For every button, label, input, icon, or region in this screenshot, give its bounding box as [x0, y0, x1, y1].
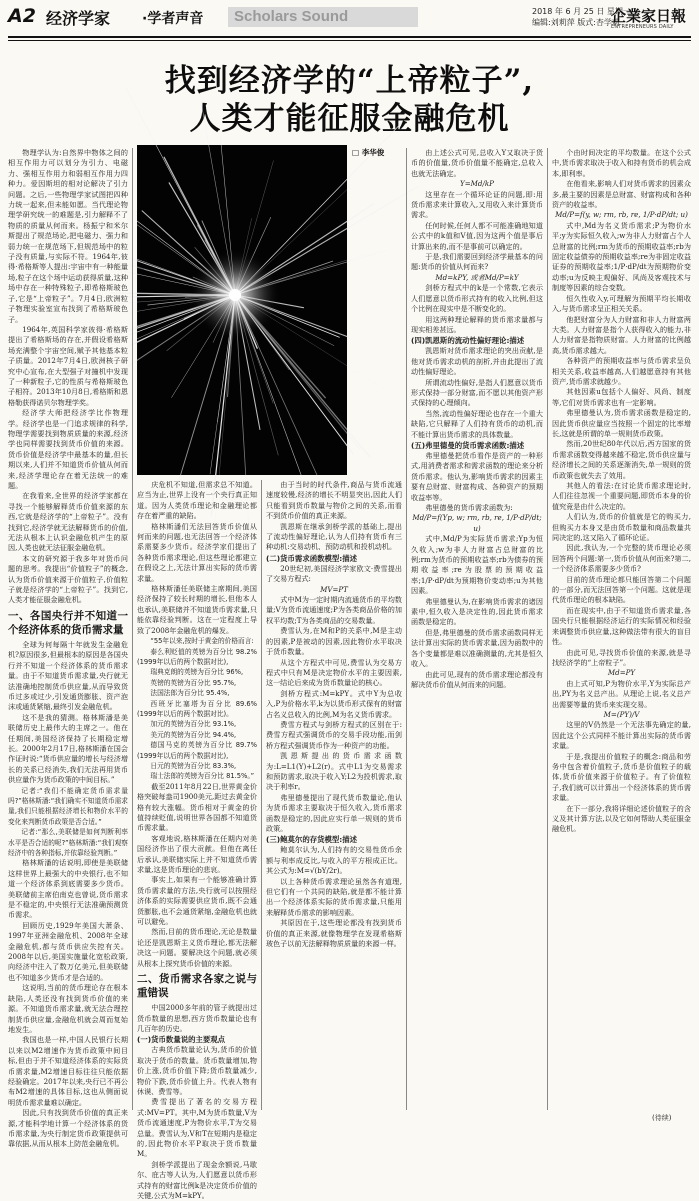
quote-line: 瑞典克朗的英镑为百分比 96%,	[150, 668, 244, 677]
body-paragraph: 古典货币数量论认为,货币的价值取决于货币的数量。货币数量增加,物价上涨,货币价值下降;货币数量减少,物价下跌,货币价值上升。代表人物有休谟、费雪等。	[137, 1045, 257, 1096]
body-paragraph: 因此,只有找到货币价值的真正来源,才能科学地计算一个经济体系的货币需求量,为央行制定货币政策提供可靠依据,从而从根本上防范金融危机。	[8, 1108, 128, 1149]
body-paragraph: 人们认为,货币的价值就是它的购买力,但购买力本身又是由货币数量和商品数量共同决定的,这又陷入了循环论证。	[552, 512, 691, 543]
quote-line: 记者:“我们不能确定货币需求量吗?”格林斯潘:“我们确实不知道货币需求量,我们只能根据经济增长和物价水平的变化来判断货币政策是否合适。”	[8, 786, 128, 826]
body-paragraph: 当然,流动性偏好理论也存在一个重大缺陷,它只解释了人们持有货币的动机,而不能计算出货币需求的具体数量。	[411, 408, 543, 439]
body-paragraph: 然而,20世纪80年代以后,西方国家的货币需求函数变得越来越不稳定,货币供应量与经济增长之间的关系逐渐消失,单一规则的货币政策也就失去了效用。	[552, 439, 691, 480]
column-divider	[261, 480, 262, 1110]
body-paragraph: 这里存在一个循环论证的问题,即:用货币需求来计算收入,又用收入来计算货币需求。	[411, 189, 543, 220]
quote-line: 泰么利贬值的英镑为百分比 98.2%(1999年以后的两个数据对比),	[137, 647, 257, 666]
body-paragraph: 恒久性收入y,可理解为预期平均长期收入,与货币需求呈正相关关系。	[552, 293, 691, 314]
body-paragraph: 但是,弗里德曼的货币需求函数同样无法计算出实际的货币需求量,因为函数中的各个变量都是难以准确测量的,尤其是恒久收入。	[411, 627, 543, 669]
body-paragraph: 式中,Md/P为实际货币需求;Yp为恒久收入;w为非人力财富占总财富的比例;rm为货币的预期收益率;rb为债券的预期收益率;re为股票的预期收益率;1/P·dP/dt为预期物价变动率;u为其他因素。	[411, 534, 543, 596]
particle-burst-graphic	[137, 145, 347, 475]
body-paragraph: 由上述公式可见,总收入Y又取决于货币的价值量,货币价值量不能确定,总收入也就无法确定。	[411, 148, 543, 178]
column-divider	[132, 148, 133, 1110]
sub-heading: (三)鲍莫尔的存货模型:描述	[266, 835, 358, 845]
body-paragraph: 其他人的看法:在讨论货币需求理论时,人们往往忽视一个重要问题,即货币本身的价值究竟是由什么决定的。	[552, 481, 691, 511]
body-paragraph: 弗里德曼提出了现代货币数量论,他认为货币需求主要取决于恒久收入,货币需求函数是稳定的,因此应实行单一规则的货币政策。	[266, 792, 402, 833]
body-paragraph: 各种资产的预期收益率与货币需求呈负相关关系,收益率越高,人们越愿意持有其他资产,货币需求就越少。	[552, 356, 691, 386]
body-paragraph: 截至2011年8月22日,世界黄金价格突破每盎司1900美元,距过去黄金价格有较大涨幅。货币相对于黄金的价值持续贬值,说明世界各国都不知道货币需求量。	[137, 781, 257, 833]
quote-line: 西班牙比塞塔为百分比 89.6%(1999年以后的两个数据对比)。	[137, 699, 257, 718]
quote-line: 记者:“那么,美联储是如何判断利率水平是否合适的呢?”格林斯潘:“我们观察经济中的各种指标,并依靠经验判断。”	[8, 828, 128, 857]
body-paragraph: 由此可见,寻找货币价值的来源,就是寻找经济学的“上帝粒子”。	[552, 647, 691, 667]
body-paragraph: 他把财富分为人力财富和非人力财富两大类。人力财富是指个人获得收入的能力,非人力财富是指物质财富。人力财富的比例越高,货币需求越大。	[552, 314, 691, 355]
quote-line: 英镑的英镑为百分比 95.7%,	[150, 678, 237, 687]
body-paragraph: 由上式可知,P为物价水平,Y为实际总产出,PY为名义总产出。从理论上说,名义总产出需要等量的货币来实现交易。	[552, 678, 691, 709]
body-paragraph: 中国2000多年前的管子就提出过货币数量的思想,西方货币数量论也有几百年的历史。	[137, 1003, 257, 1033]
column-name: ·学者声音	[142, 11, 204, 27]
body-paragraph: 从这个方程式中可见,费雪认为交易方程式中只有M是决定物价水平的主要因素,这一结论后来成为货币数量论的核心。	[266, 657, 402, 688]
body-paragraph: 回顾历史,1929年美国大萧条、1997年亚洲金融危机、2008年全球金融危机,都与货币供应失控有关。2008年以后,美国实施量化宽松政策,向经济中注入了数万亿美元,但美联储也不知道多少货币才是合适的。	[8, 920, 128, 982]
column-divider	[547, 148, 548, 1110]
formula: Y=Md/kP	[460, 179, 494, 189]
issue-staff: 编辑:刘莉萍 版式:杏学莉	[532, 18, 620, 27]
section-name: 经济学家	[46, 9, 111, 28]
body-paragraph: 然而,目前的货币理论,无论是数量论还是凯恩斯主义货币理论,都无法解决这一问题。要解决这个问题,就必须从根本上探究货币价值的来源。	[137, 927, 257, 968]
body-paragraph: 由此可见,现有的货币需求理论都没有解决货币价值从何而来的问题。	[411, 669, 543, 689]
body-paragraph: 格林斯潘们无法回答货币价值从何而来的问题,也无法回答一个经济体系需要多少货币。经济学家们提出了各种货币需求理论,但这些理论都建立在假设之上,无法计算出实际的货币需求量。	[137, 521, 257, 583]
section-heading: 一、各国央行并不知道一个经济体系的货币需求量	[8, 609, 128, 636]
body-paragraph: 在下一部分,我将详细论述价值粒子的含义及其计算方法,以及它如何帮助人类征服金融危机。	[552, 803, 691, 834]
formula: Md/P=f(Yp, w; rm, rb, re, 1/P·dP/dt; u)	[412, 513, 542, 533]
body-paragraph: 其原因在于,这些理论都没有找到货币价值的真正来源,就像物理学在发现希格斯玻色子以前无法解释物质质量的来源一样。	[266, 918, 402, 949]
article-column-5	[552, 148, 691, 1110]
body-paragraph: 凯恩斯对货币需求理论的突出贡献,是他对货币需求动机的剖析,并由此提出了流动性偏好理论。	[411, 346, 543, 377]
column-divider	[406, 148, 407, 1110]
body-paragraph: 个由时间决定的平均数量。在这个公式中,货币需求取决于收入和持有货币的机会成本,即利率。	[552, 148, 691, 178]
body-paragraph: 弗里德曼把货币看作是资产的一种形式,用消费者需求和需求函数的理论来分析货币需求。他认为,影响货币需求的因素主要有总财富、财富构成、各种资产的预期收益率等。	[411, 450, 543, 502]
body-paragraph: 任何时候,任何人都不可能准确地知道公式中的k值和V值,因为这两个值是事后计算出来的,而不是事前可以确定的。	[411, 220, 543, 251]
body-paragraph: 而在现实中,由于不知道货币需求量,各国央行只能根据经济运行的实际情况和经验来调整货币供应量,这种做法带有很大的盲目性。	[552, 605, 691, 647]
body-paragraph: 其他因素u包括个人偏好、风尚、制度等,它们对货币需求也有一定影响。	[552, 387, 691, 407]
body-paragraph: 所谓流动性偏好,是指人们愿意以货币形式保持一部分财富,而不愿以其他资产形式保持的心理倾向。	[411, 377, 543, 408]
body-paragraph: 费雪方程式与剑桥方程式的区别在于:费雪方程式强调货币的交易手段功能,而剑桥方程式强调货币作为一种资产的功能。	[266, 719, 402, 750]
body-paragraph: 以上各种货币需求理论虽然各有道理,但它们有一个共同的缺陷,就是都不能计算出一个经济体系实际的货币需求量,只能用来解释货币需求的影响因素。	[266, 876, 402, 917]
formula: Md=PY	[607, 668, 636, 678]
body-paragraph: 这里的V仍然是一个无法事先确定的量,因此这个公式同样不能计算出实际的货币需求量。	[552, 720, 691, 751]
body-paragraph: 凯恩斯在继承剑桥学派的基础上,提出了流动性偏好理论,认为人们持有货币有三种动机:交易动机、预防动机和投机动机。	[266, 521, 402, 552]
formula: M=(PY)/V	[603, 709, 640, 719]
body-paragraph: 式中M为一定时期内流通货币的平均数量;V为货币流通速度;P为各类商品价格的加权平均数;T为各类商品的交易数量。	[266, 595, 402, 625]
issue-date: 2018 年 6 月 25 日 星期一	[532, 7, 631, 16]
particle-collision-photo	[137, 145, 347, 475]
section-heading: 二、货币需求各家之说与重错误	[137, 973, 257, 1000]
page-number: A2	[8, 5, 36, 27]
body-paragraph: 格林斯潘任美联储主席期间,美国经济保持了较长时期的增长,但他本人也承认,美联储并不知道货币需求量,只能依靠经验判断。这在一定程度上导致了2008年金融危机的爆发。	[137, 584, 257, 635]
body-paragraph: 费雪提出了著名的交易方程式:MV=PT。其中,M为货币数量,V为货币流通速度,P为物价水平,T为交易总量。费雪认为,V和T在短期内是稳定的,因此物价水平P取决于货币数量M。	[137, 1097, 257, 1159]
author-byline: □ 李华俊	[352, 148, 385, 157]
masthead-rule-thin	[8, 40, 691, 41]
body-paragraph: 于是,我提出价值粒子的概念:商品和劳务中包含着价值粒子,货币是价值粒子的载体,货币价值来源于价值粒子。有了价值粒子,我们就可以计算出一个经济体系的货币需求量。	[552, 751, 691, 803]
quote-line: 瑞士法郎的英镑为百分比 81.5%。”	[150, 772, 255, 781]
article-column-1	[8, 148, 128, 1149]
masthead	[0, 0, 699, 36]
newspaper-logo-english: ENTREPRENEURS DAILY	[611, 24, 674, 30]
body-paragraph: 弗里德曼认为,在影响货币需求的诸因素中,恒久收入是决定性的,因此货币需求函数是稳定的。	[411, 596, 543, 627]
body-paragraph: 目前的货币理论都只能回答第二个问题的一部分,而无法回答第一个问题。这就是现代货币理论的根本缺陷。	[552, 574, 691, 605]
article-column-2	[137, 480, 257, 1200]
body-paragraph: 经济学大师把经济学比作物理学。经济学也是一门追求规律的科学,物理学需要找到物质质量的来源,经济学也同样需要找到货币价值的来源。货币价值是经济学中最基本的量,但长期以来,人们并不知道货币价值从何而来,经济学理论存在着无法统一的难题。	[8, 408, 128, 490]
body-paragraph: 物理学认为:自然界中物体之间的相互作用力可以划分为引力、电磁力、强相互作用力和弱相互作用力四种力。爱因斯坦的相对论解决了引力问题。之后,一些物理学家试图把四种力统一起来,但未能如愿。当代理论物理学研究统一的难题是,引力解释不了物质的质量从何而来。杨振宁和米尔斯提出了规范场论,把电磁力、强力和弱力统一在规范场下,但规范场中的粒子没有质量,与实际不符。1964年,彼得·希格斯等人提出:宇宙中有一种能量场,粒子在这个场中运动获得质量,这种场中存在一种特殊粒子,即希格斯玻色子,它是“上帝粒子”。7月4日,欧洲粒子物理实验室宣布找到了希格斯玻色子。	[8, 148, 128, 324]
headline-line-1: 找到经济学的“上帝粒子”,	[164, 63, 535, 99]
body-paragraph: 剑桥方程式中的k是一个常数,它表示人们愿意以货币形式持有的收入比例,但这个比例在现实中是不断变化的。	[411, 283, 543, 314]
quote-line: 美元的英镑为百分比 94.4%,	[150, 730, 237, 739]
body-paragraph: 在他看来,影响人们对货币需求的因素众多,最主要的因素是总财富、财富构成和各种资产的收益率。	[552, 179, 691, 210]
body-paragraph: 事实上,如果有一个能够准确计算货币需求量的方法,央行就可以按照经济体系的实际需要供应货币,既不会通货膨胀,也不会通货紧缩,金融危机也就可以避免。	[137, 875, 257, 927]
body-paragraph: 用这两种理论解释的货币需求量都与现实相差甚远。	[411, 314, 543, 334]
quote-line: 日元的英镑为百分比 83.3%,	[150, 761, 237, 770]
body-paragraph: 因此,我认为,一个完整的货币理论必须回答两个问题:第一,货币价值从何而来?第二,一个经济体系需要多少货币?	[552, 543, 691, 574]
body-paragraph: 庆危机不知道,但需求总不知道。应当为止,世界上没有一个央行真正知道。因为人类货币理论和金融理论都存在着严重的缺陷。	[137, 480, 257, 521]
body-paragraph: 20世纪初,美国经济学家欧文·费雪提出了交易方程式:	[266, 563, 402, 584]
body-paragraph: 剑桥方程式:M=kPY。式中Y为总收入,P为价格水平,k为以货币形式保有的财富占名义总收入的比例,M为名义货币需求。	[266, 688, 402, 719]
body-paragraph: 我国也是一样,中国人民银行长期以来以M2增速作为货币政策中间目标,但由于并不知道经济体系的实际货币需求量,M2增速目标往往只能依据经验确定。2017年以来,央行已不再公布M2增速的具体目标,这也从侧面说明货币需求量难以确定。	[8, 1035, 128, 1107]
body-paragraph: 这不是我的猜测。格林斯潘是美联储历史上最伟大的主席之一。他在任期间,美国经济保持了长期稳定增长。2000年2月17日,格林斯潘在国会作证时说:“货币供应量的增长与经济增长的关系已经消失,我们无法再用货币供应量作为货币政策的中间目标。”	[8, 712, 128, 785]
body-paragraph: 于是,我们需要回到经济学最基本的问题:货币的价值从何而来?	[411, 252, 543, 272]
formula: Md/P=f(y, w; rm, rb, re, 1/P·dP/dt; u)	[555, 210, 688, 220]
body-paragraph: 鲍莫尔认为,人们持有的交易性货币余额与利率成反比,与收入的平方根成正比。其公式为:M=√(bY/2r)。	[266, 845, 402, 876]
masthead-rule	[8, 36, 691, 38]
formula: MV=PT	[320, 584, 348, 594]
continued-mark: (待续)	[652, 1114, 672, 1122]
body-paragraph: 在我看来,全世界的经济学家都在寻找一个能够解释货币价值来源的东西,它就是经济学的“上帝粒子”。没有找到它,经济学就无法解释货币的价值,无法从根本上认识金融危机产生的原因,人类也就无法征服金融危机。	[8, 491, 128, 553]
quote-line: “55年以来,按时于黄金的价格而言:	[150, 637, 254, 646]
article-column-3	[266, 480, 402, 1110]
sub-heading: (五)弗里德曼的货币需求函数:描述	[411, 440, 525, 450]
body-paragraph: 格林斯潘的话说明,即使是美联储这样世界上最强大的中央银行,也不知道一个经济体系到底需要多少货币。美联储前主席伯南克也曾说,货币需求是不稳定的,中央银行无法准确预测货币需求。	[8, 858, 128, 920]
sub-heading: (二)货币需求函数模型:描述	[266, 553, 358, 563]
body-paragraph: 由于当时的时代条件,商品与货币流通速度较慢,经济的增长不明显突出,因此人们只能看到货币数量与物价之间的关系,而看不到货币价值的真正来源。	[266, 480, 402, 521]
column-name-english: Scholars Sound	[228, 7, 418, 27]
body-paragraph: 剑桥学派提出了现金余额说,马歇尔、庇古等人认为,人们愿意以货币形式持有的财富比例k是决定货币价值的关键,公式为M=kPY。	[137, 1159, 257, 1200]
body-paragraph: 弗里德曼认为,货币需求函数是稳定的,因此货币供应量应当按照一个固定的比率增长,这就是所谓的单一规则货币政策。	[552, 408, 691, 438]
sub-heading: (一)货币数量说的主要观点	[137, 1035, 226, 1045]
body-paragraph: 客观地说,格林斯潘在任期内对美国经济作出了很大贡献。但他在离任后承认,美联储实际上并不知道货币需求量,这是货币理论的悲哀。	[137, 833, 257, 875]
body-paragraph: 本文的研究源于我多年对货币问题的思考。我提出“价值粒子”的概念,认为货币价值来源于价值粒子,价值粒子就是经济学的“上帝粒子”。找到它,人类才能征服金融危机。	[8, 553, 128, 605]
sub-heading: (四)凯恩斯的流动性偏好理论:描述	[411, 336, 525, 346]
article-column-4	[411, 148, 543, 1110]
body-paragraph: 这说明,当前的货币理论存在根本缺陷,人类还没有找到货币价值的来源。不知道货币需求量,就无法合理控制货币供应量,金融危机就会周而复始地发生。	[8, 983, 128, 1034]
quote-line: 加元的英镑为百分比 93.1%,	[150, 720, 237, 729]
headline	[0, 62, 699, 138]
body-paragraph: 弗里德曼的货币需求函数为:	[425, 503, 513, 512]
body-paragraph: 式中,Md为名义货币需求;P为物价水平;y为实际恒久收入;w为非人力财富占个人总财富的比例;rm为货币的预期收益率;rb为固定收益债券的预期收益率;re为非固定收益证券的预期收益率;1/P·dP/dt为预期物价变动率;u为反映主观偏好、风尚及客观技术与制度等因素的综合变数。	[552, 220, 691, 293]
quote-line: 德国马克的英镑为百分比 89.7%(1999年以后的两个数据对比),	[137, 741, 257, 760]
quote-line: 法国法郎为百分比 95.4%,	[150, 689, 230, 698]
headline-line-2: 人类才能征服金融危机	[189, 101, 510, 137]
formula: Md=kPY, 或者Md/P=kY	[435, 272, 519, 282]
newspaper-logo: 企業家日報	[611, 7, 687, 25]
body-paragraph: 费雪认为,在M和P的关系中,M是主动的因素,P是被动的因素,因此物价水平取决于货币数量。	[266, 626, 402, 657]
body-paragraph: 凯恩斯提出的货币需求函数为:L=L1(Y)+L2(r)。式中L1为交易需求和预防需求,取决于收入Y;L2为投机需求,取决于利率r。	[266, 751, 402, 792]
body-paragraph: 全球为何每隔十年就发生金融危机?原因很多,但最根本的原因是各国央行并不知道一个经济体系的货币需求量。由于不知道货币需求量,央行就无法准确地控制货币供应量,从而导致货币过多或过少,引发通货膨胀、资产泡沫或通货紧缩,最终引发金融危机。	[8, 639, 128, 712]
body-paragraph: 1964年,英国科学家彼得·希格斯提出了希格斯场的存在,并假设希格斯场充满整个宇宙空间,赋予其他基本粒子质量。2012年7月4日,欧洲核子研究中心宣布,在大型强子对撞机中发现了一种新粒子,它的性质与希格斯玻色子相符。2013年10月8日,希格斯和恩格勒获得诺贝尔物理学奖。	[8, 324, 128, 407]
